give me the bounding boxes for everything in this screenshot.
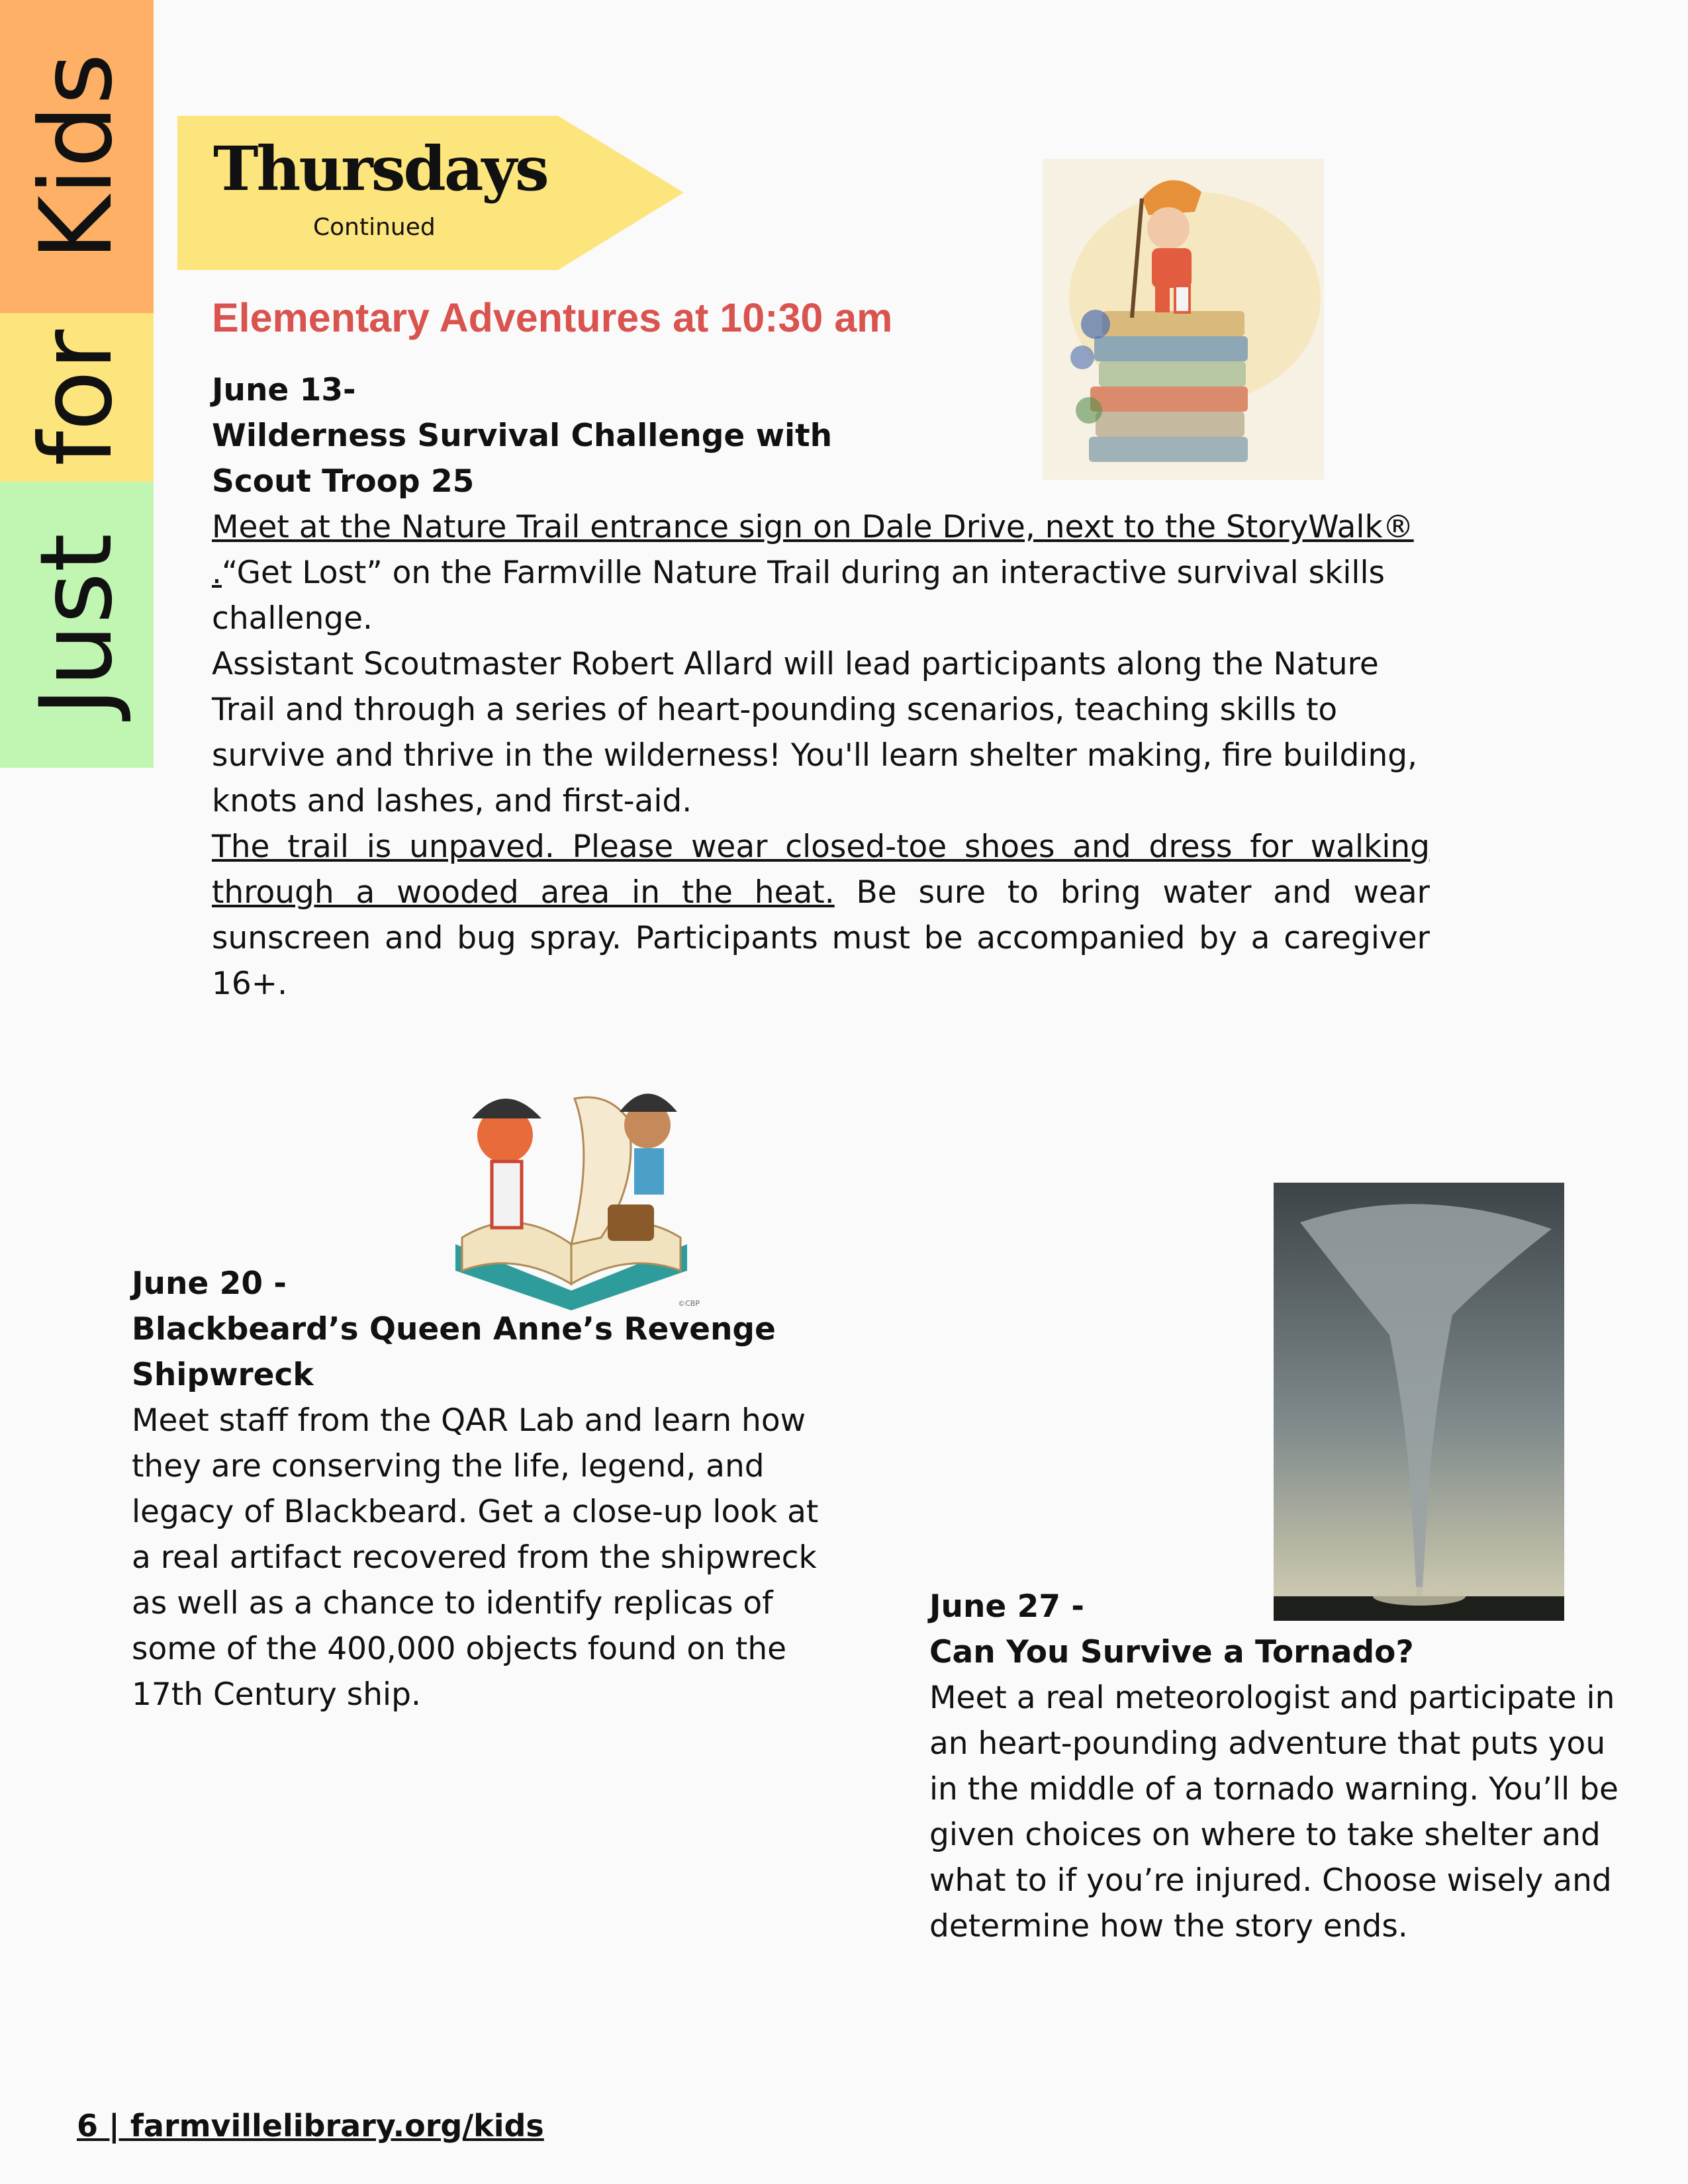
event-june-20	[132, 1261, 833, 1717]
footer-page-link[interactable]: 6 | farmvillelibrary.org/kids	[77, 2108, 544, 2144]
event-date: June 20 -	[132, 1265, 287, 1302]
event-date: June 27 -	[929, 1588, 1084, 1625]
event-description: Meet a real meteorologist and participate in an heart-pounding adventure that puts you in the middle of a tornado warning. You’ll be given choices on where to take shelter and what to if you’re injured. Choose wisely and determine how the story ends.	[929, 1680, 1618, 1944]
side-tab-word-just: Just	[19, 533, 134, 717]
side-tab-word-kids: Kids	[19, 52, 134, 261]
event-description: Assistant Scoutmaster Robert Allard will lead participants along the Nature Trail and through a series of heart-pounding scenarios, teaching skills to survive and thrive in the wilderness! You'll learn shelter making, fire building, knots and lashes, and first-aid.	[212, 646, 1418, 819]
event-location: Meet at the Nature Trail entrance sign on Dale Drive, next to the StoryWalk® .	[212, 509, 1414, 591]
banner-title: Thursdays	[213, 133, 547, 205]
event-title: Wilderness Survival Challenge with Scout Troop 25	[212, 418, 833, 500]
event-location-intro	[212, 504, 1430, 641]
section-heading: Elementary Adventures at 10:30 am	[212, 295, 893, 340]
tornado-photo	[1274, 1183, 1564, 1621]
side-tab-just	[0, 482, 154, 768]
event-june-13	[212, 367, 1430, 1007]
event-requirements	[212, 824, 1430, 1007]
event-intro: “Get Lost” on the Farmville Nature Trail during an interactive survival skills challenge.	[212, 555, 1385, 637]
event-title: Can You Survive a Tornado?	[929, 1634, 1414, 1670]
event-june-27	[929, 1584, 1631, 1949]
pirate-image-credit: ©CBP	[678, 1299, 700, 1308]
thursdays-banner	[177, 116, 684, 270]
banner-subtitle: Continued	[313, 214, 436, 241]
event-description: Meet staff from the QAR Lab and learn how they are conserving the life, legend, and legacy of Blackbeard. Get a close-up look at a real artifact recovered from the shipwreck as well as a chance to identify replicas of some of the 400,000 objects found on the 17th Century ship.	[132, 1402, 819, 1713]
event-date: June 13-	[212, 372, 356, 408]
event-title: Blackbeard’s Queen Anne’s Revenge Shipwreck	[132, 1311, 776, 1393]
side-tab-kids	[0, 0, 154, 313]
event-notes: Be sure to bring water and wear sunscreen and bug spray. Participants must be accompanied by a caregiver 16+.	[212, 874, 1430, 1002]
side-tab-word-for: for	[19, 329, 134, 466]
event-warning: The trail is unpaved. Please wear closed-toe shoes and dress for walking through a wooded area in the heat.	[212, 829, 1430, 911]
side-tab-for	[0, 313, 154, 482]
